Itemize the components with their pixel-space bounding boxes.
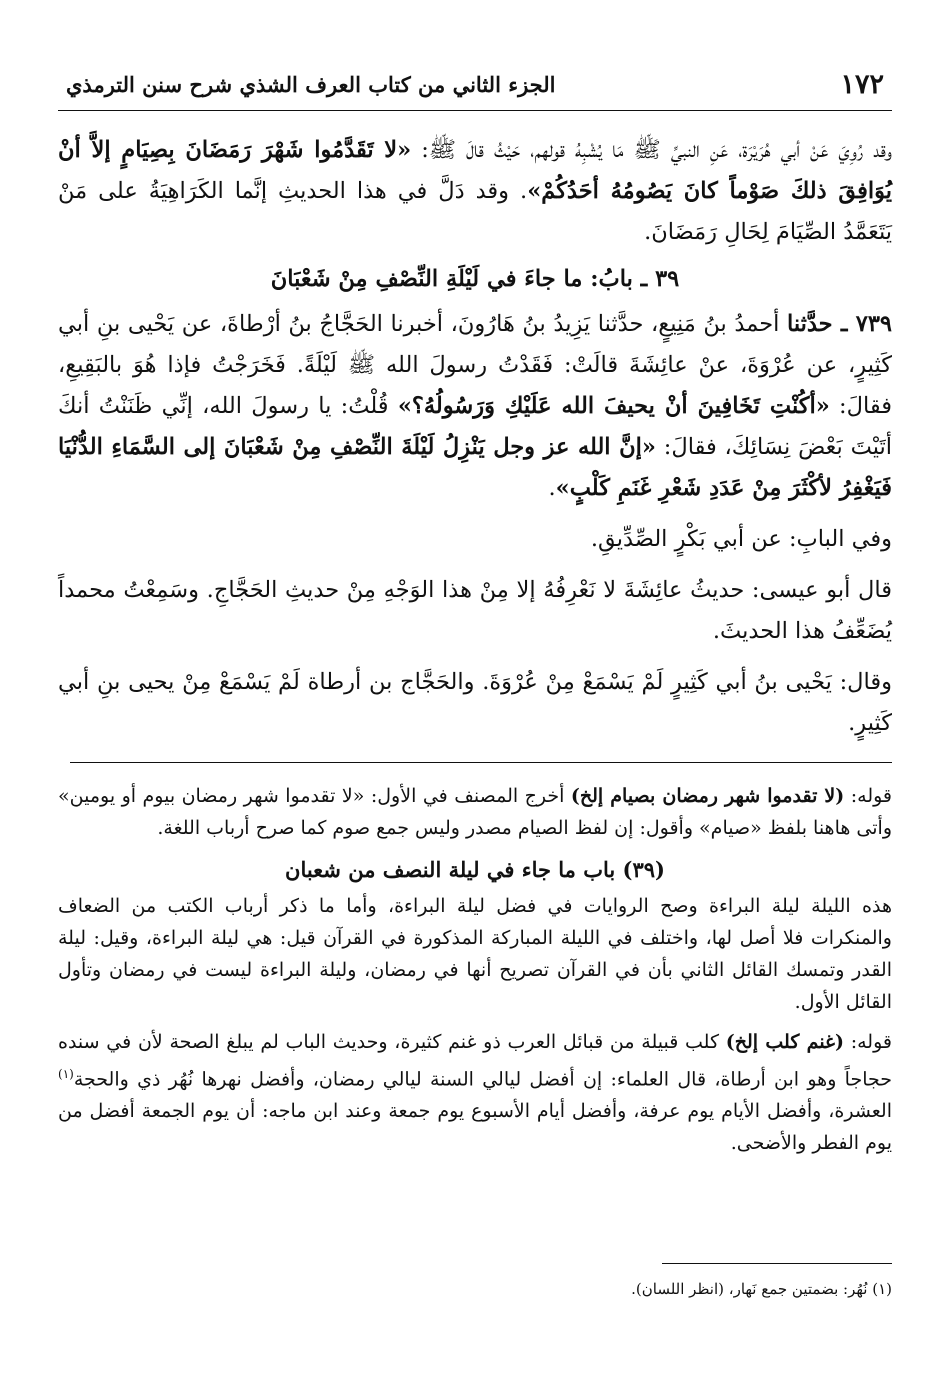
commentary <box>58 780 892 1159</box>
footnote-marker: (١) <box>58 1067 74 1081</box>
hadith-paragraph: ٧٣٩ ـ حدَّثنا أحمدُ بنُ مَنِيعٍ، حدَّثنا يَزِيدُ بنُ هَارُونَ، أخبرنا الحَجَّاجُ بنُ أرْطاةَ، عن يَحْيى بنِ أبي كَثِيرٍ، عن عُرْوَةَ، عنْ عائِشَةَ قالَتْ: فَقَدْتُ رسولَ الله ﷺ لَيْلَةً. فَخَرَجْتُ فإذا هُوَ بالبَقِيعِ، فقالَ: «أكُنْتِ تَخَافِينَ أنْ يحيفَ الله عَلَيْكِ وَرَسُولُهُ؟» قُلْتُ: يا رسولَ الله، إنِّي ظَنَنْتُ أنكَ أتَيْتَ بَعْضَ نِسَائِكَ، فقالَ: «إنَّ الله عز وجل يَنْزِلُ لَيْلَةَ النِّصْفِ مِنْ شَعْبَانَ إلى السَّمَاءِ الدُّنْيَا فَيَغْفِرُ لأكْثَرَ مِنْ عَدَدِ شَعْرِ غَنَمِ كَلْبٍ». <box>58 311 892 501</box>
fil-bab-paragraph: وفي البابِ: عن أبي بَكْرٍ الصِّدِّيقِ. <box>590 526 892 552</box>
section-divider <box>70 762 892 763</box>
chapter-heading: ٣٩ ـ بابُ: ما جاءَ في لَيْلَةِ النِّصْفِ مِنْ شَعْبَانَ <box>270 266 680 292</box>
intro-paragraph: وقد رُوِيَ عَنْ أبي هُرَيْرَة، عَنِ النبيِّ ﷺ مَا يُشْبِهُ قولهم، حَيْثُ قالَ ﷺ: «لا تَقَدَّمُوا شَهْرَ رَمَضَانَ بِصِيَامٍ إلاَّ أنْ يُوَافِقَ ذلكَ صَوْماً كانَ يَصُومُهُ أحَدُكُمْ». وقد دَلَّ في هذا الحديثِ إنَّما الكَرَاهِيَةُ على مَنْ يَتَعَمَّدُ الصِّيَامَ لِحَالِ رَمَضَانَ. <box>58 137 892 245</box>
hadith-quote: «إنَّ الله عز وجل يَنْزِلُ لَيْلَةَ النِّصْفِ مِنْ شَعْبَانَ إلى السَّمَاءِ الدُّنْيَا فَيَغْفِرُ لأكْثَرَ مِنْ عَدَدِ شَعْرِ غَنَمِ كَلْبٍ» <box>58 434 892 501</box>
main-text <box>58 130 892 744</box>
commentary-paragraph: قوله: (لا تقدموا شهر رمضان بصيام إلخ) أخرج المصنف في الأول: «لا تقدموا شهر رمضان بيوم أو يومين» وأتى هاهنا بلفظ «صيام» وأقول: إن لفظ الصيام مصدر وليس جمع صوم كما صرح أرباب اللغة. <box>58 785 893 839</box>
commentary-heading: (٣٩) باب ما جاء في ليلة النصف من شعبان <box>285 857 665 882</box>
hadith-number: ٧٣٩ ـ حدَّثنا <box>786 311 892 337</box>
commentary-paragraph: قوله: (غنم كلب إلخ) كلب قبيلة من قبائل العرب ذو غنم كثيرة، وحديث الباب لم يبلغ الصحة لأن في سنده حجاجاً وهو ابن أرطاة، قال العلماء: إن أفضل ليالي السنة ليالي رمضان، وأفضل نهرها نُهُر ذي والحجة$^{(١)}$ العشرة، وأفضل الأيام يوم عرفة، وأفضل أيام الأسبوع يوم جمعة وعند ابن ماجه: أن يوم الجمعة أفضل من يوم الفطر والأضحى. <box>58 1031 892 1155</box>
wa-qal-paragraph: وقال: يَحْيى بنُ أبي كَثِيرٍ لَمْ يَسْمَعْ مِنْ عُرْوَةَ. والحَجَّاج بن أرطاة لَمْ يَسْمَعْ مِنْ يحيى بنِ أبي كَثِيرٍ. <box>58 669 892 736</box>
footnote-rule <box>662 1263 892 1264</box>
running-header <box>58 58 892 111</box>
hadith-quote: «أكُنْتِ تَخَافِينَ أنْ يحيفَ الله عَلَيْكِ وَرَسُولُهُ؟» <box>397 393 830 419</box>
page-number: ١٧٢ <box>840 68 884 100</box>
hadith-quote: «لا تَقَدَّمُوا شَهْرَ رَمَضَانَ بِصِيَامٍ إلاَّ أنْ يُوَافِقَ ذلكَ صَوْماً كانَ يَصُومُهُ أحَدُكُمْ» <box>58 137 892 204</box>
running-title: الجزء الثاني من كتاب العرف الشذي شرح سنن الترمذي <box>66 71 556 97</box>
footnote: (١) نُهُر: بضمتين جمع نَهار، (انظر اللسان). <box>631 1280 892 1298</box>
commentary-paragraph: هذه الليلة ليلة البراءة وصح الروايات في فضل ليلة البراءة، وأما ما ذكر أرباب الكتب من الضعاف والمنكرات فلا أصل لها، واختلف في الليلة المباركة المذكورة في القرآن قيل: هي ليلة البراءة، وقيل: ليلة القدر وتمسك القائل الثاني بأن في القرآن تصريح أنها في رمضان، وليلة البراءة ليست في رمضان وتأول القائل الأول. <box>58 895 892 1013</box>
abu-isa-paragraph: قال أبو عيسى: حديثُ عائِشَةَ لا نَعْرِفُهُ إلا مِنْ هذا الوَجْهِ مِنْ حديثِ الحَجَّاجِ. وسَمِعْتُ محمداً يُضَعِّفُ هذا الحديثَ. <box>58 577 892 644</box>
